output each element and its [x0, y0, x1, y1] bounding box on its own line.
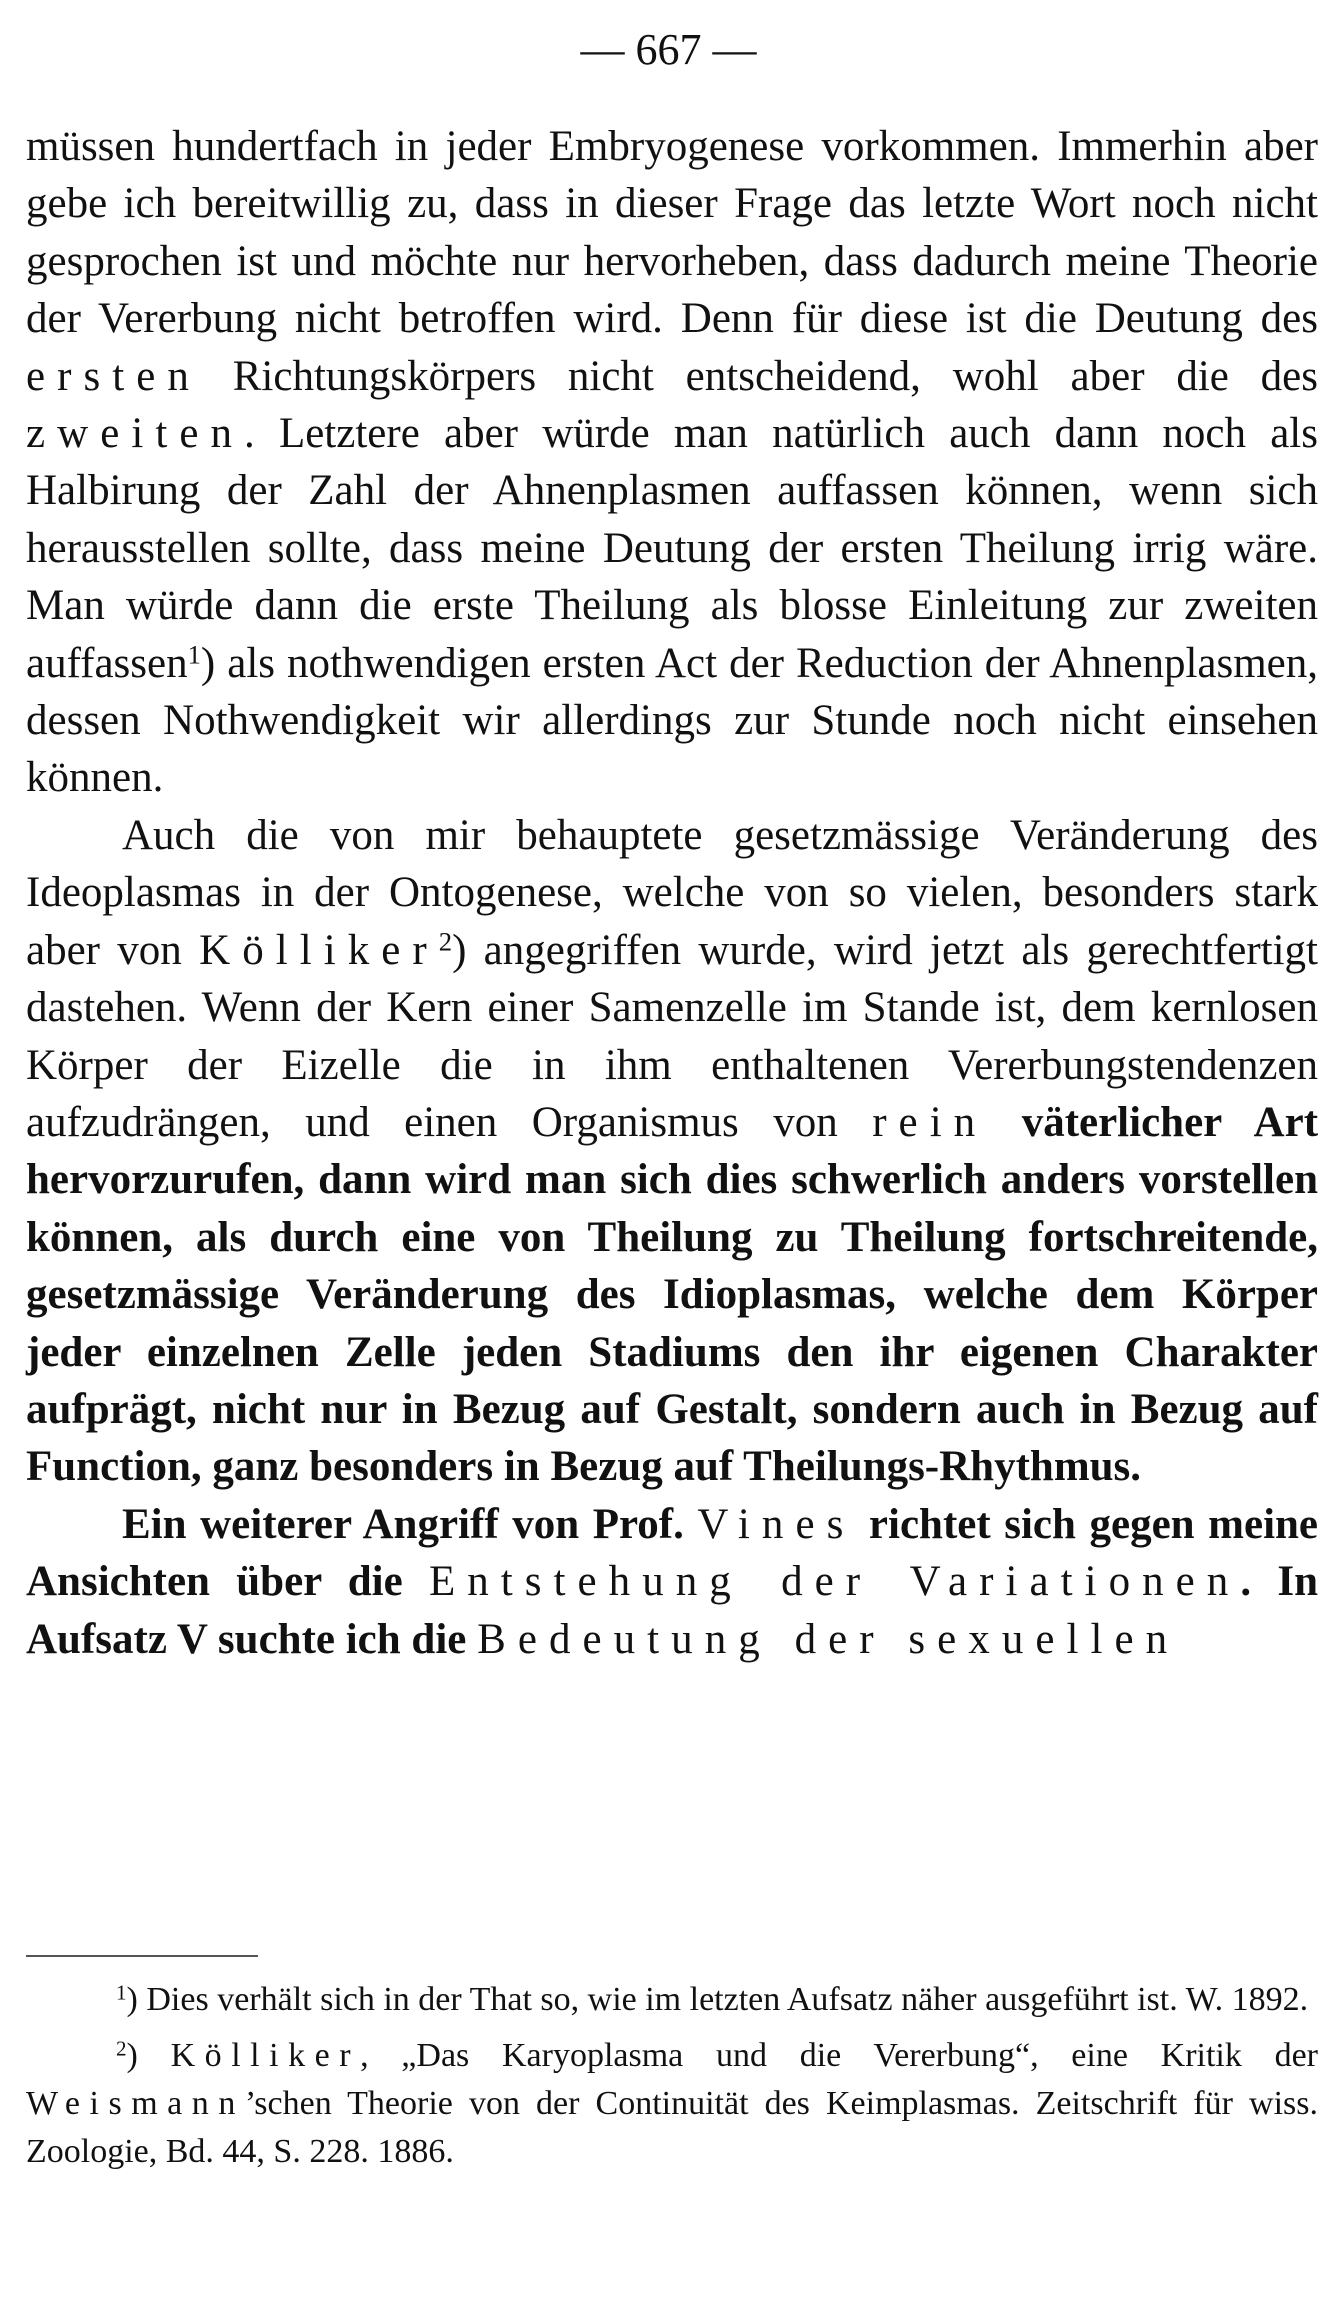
text-run: väterlicher Art hervorzurufen, dann wird man sich dies schwerlich anders vorstellen können, als durch eine von Theilung zu Theilung fortschreitende, gesetzmässige Veränderung des Idioplasmas, welche dem Körper jeder einzelnen Zelle jeden Stadiums den ihr eigenen Charakter aufprägt, nicht nur in Bezug auf Gestalt, sondern auch in Bezug auf Function, ganz besonders in Bezug auf Theilungs-Rhythmus. [26, 1098, 1319, 1491]
text-run: Ein weiterer Angriff von Prof. [122, 1500, 698, 1548]
text-run: . Letztere aber würde man natürlich auch dann noch als Halbirung der Zahl der Ahnenplasmen auffassen können, wenn sich herausstellen sollte, dass meine Deutung der ersten Theilung irrig wäre. Man würde dann die erste Theilung als blosse Einleitung zur zweiten auffassen [26, 410, 1318, 687]
text-run: Richtungskörpers nicht entscheidend, wohl aber die des [200, 352, 1318, 400]
emphasized-text: Vines [697, 1500, 856, 1548]
page-number: — 667 — [580, 25, 757, 74]
text-run: . In Aufsatz V suchte ich die [26, 1558, 1318, 1663]
text-run: ) als nothwendigen ersten Act der Reduction der Ahnenplasmen, dessen Nothwendigkeit wir allerdings zur Stunde noch nicht einsehen können. [26, 639, 1318, 802]
paragraph [26, 1496, 1318, 1668]
emphasized-text: Kölliker [170, 2037, 361, 2074]
footnote-divider [26, 1955, 258, 1957]
text-run: , „Das Karyoplasma und die Vererbung“, eine Kritik der [360, 2037, 1319, 2074]
paragraph [26, 118, 1318, 807]
text-run: richtet sich gegen meine Ansichten über die [26, 1500, 1319, 1606]
text-run: ’schen Theorie von der Continuität des Keimplasmas. Zeitschrift für wiss. Zoologie, Bd. 44, S. 228. 1886. [26, 2085, 1318, 2170]
emphasized-text: Entstehung der Variationen [428, 1558, 1241, 1606]
text-run: Auch die von mir behauptete gesetzmässige Veränderung des Ideoplasmas in der Ontogenese, welche von so vielen, besonders stark aber von [26, 811, 1318, 974]
text-run: müssen hundertfach in jeder Embryogenese vorkommen. Immerhin aber gebe ich bereitwillig zu, dass in dieser Frage das letzte Wort noch nicht gesprochen ist und möchte nur hervorheben, dass dadurch meine Theorie der Vererbung nicht betroffen wird. Denn für diese ist die Deutung des [26, 123, 1318, 343]
text-run [987, 1099, 1021, 1146]
paragraph [26, 807, 1318, 1496]
body-text [26, 118, 1318, 1668]
emphasized-text: ersten [26, 352, 201, 400]
footnote [26, 2032, 1318, 2176]
emphasized-text: zweiten [26, 410, 244, 458]
footnote-marker: 1 [116, 1980, 127, 2005]
text-run: ) Dies verhält sich in der That so, wie im letzten Aufsatz näher ausgeführt ist. W. 1892. [126, 1981, 1309, 2018]
footnote-marker: 1 [187, 639, 201, 670]
text-run: ) [126, 2037, 171, 2074]
footnote-marker: 2 [116, 2036, 127, 2061]
footnote [26, 1976, 1318, 2024]
text-run: ) angegriffen wurde, wird jetzt als gerechtfertigt dastehen. Wenn der Kern einer Samenzelle im Stande ist, dem kernlosen Körper der Eizelle die in ihm enthaltenen Vererbungstendenzen aufzudrängen, und einen Organismus von [26, 926, 1318, 1146]
emphasized-text: Kölliker [199, 926, 439, 974]
emphasized-text: rein [872, 1098, 988, 1146]
footnote-marker: 2 [438, 926, 453, 957]
footnotes [26, 1976, 1318, 2184]
emphasized-text: Bedeutung der sexuellen [477, 1615, 1180, 1663]
emphasized-text: Weismann [26, 2085, 245, 2122]
